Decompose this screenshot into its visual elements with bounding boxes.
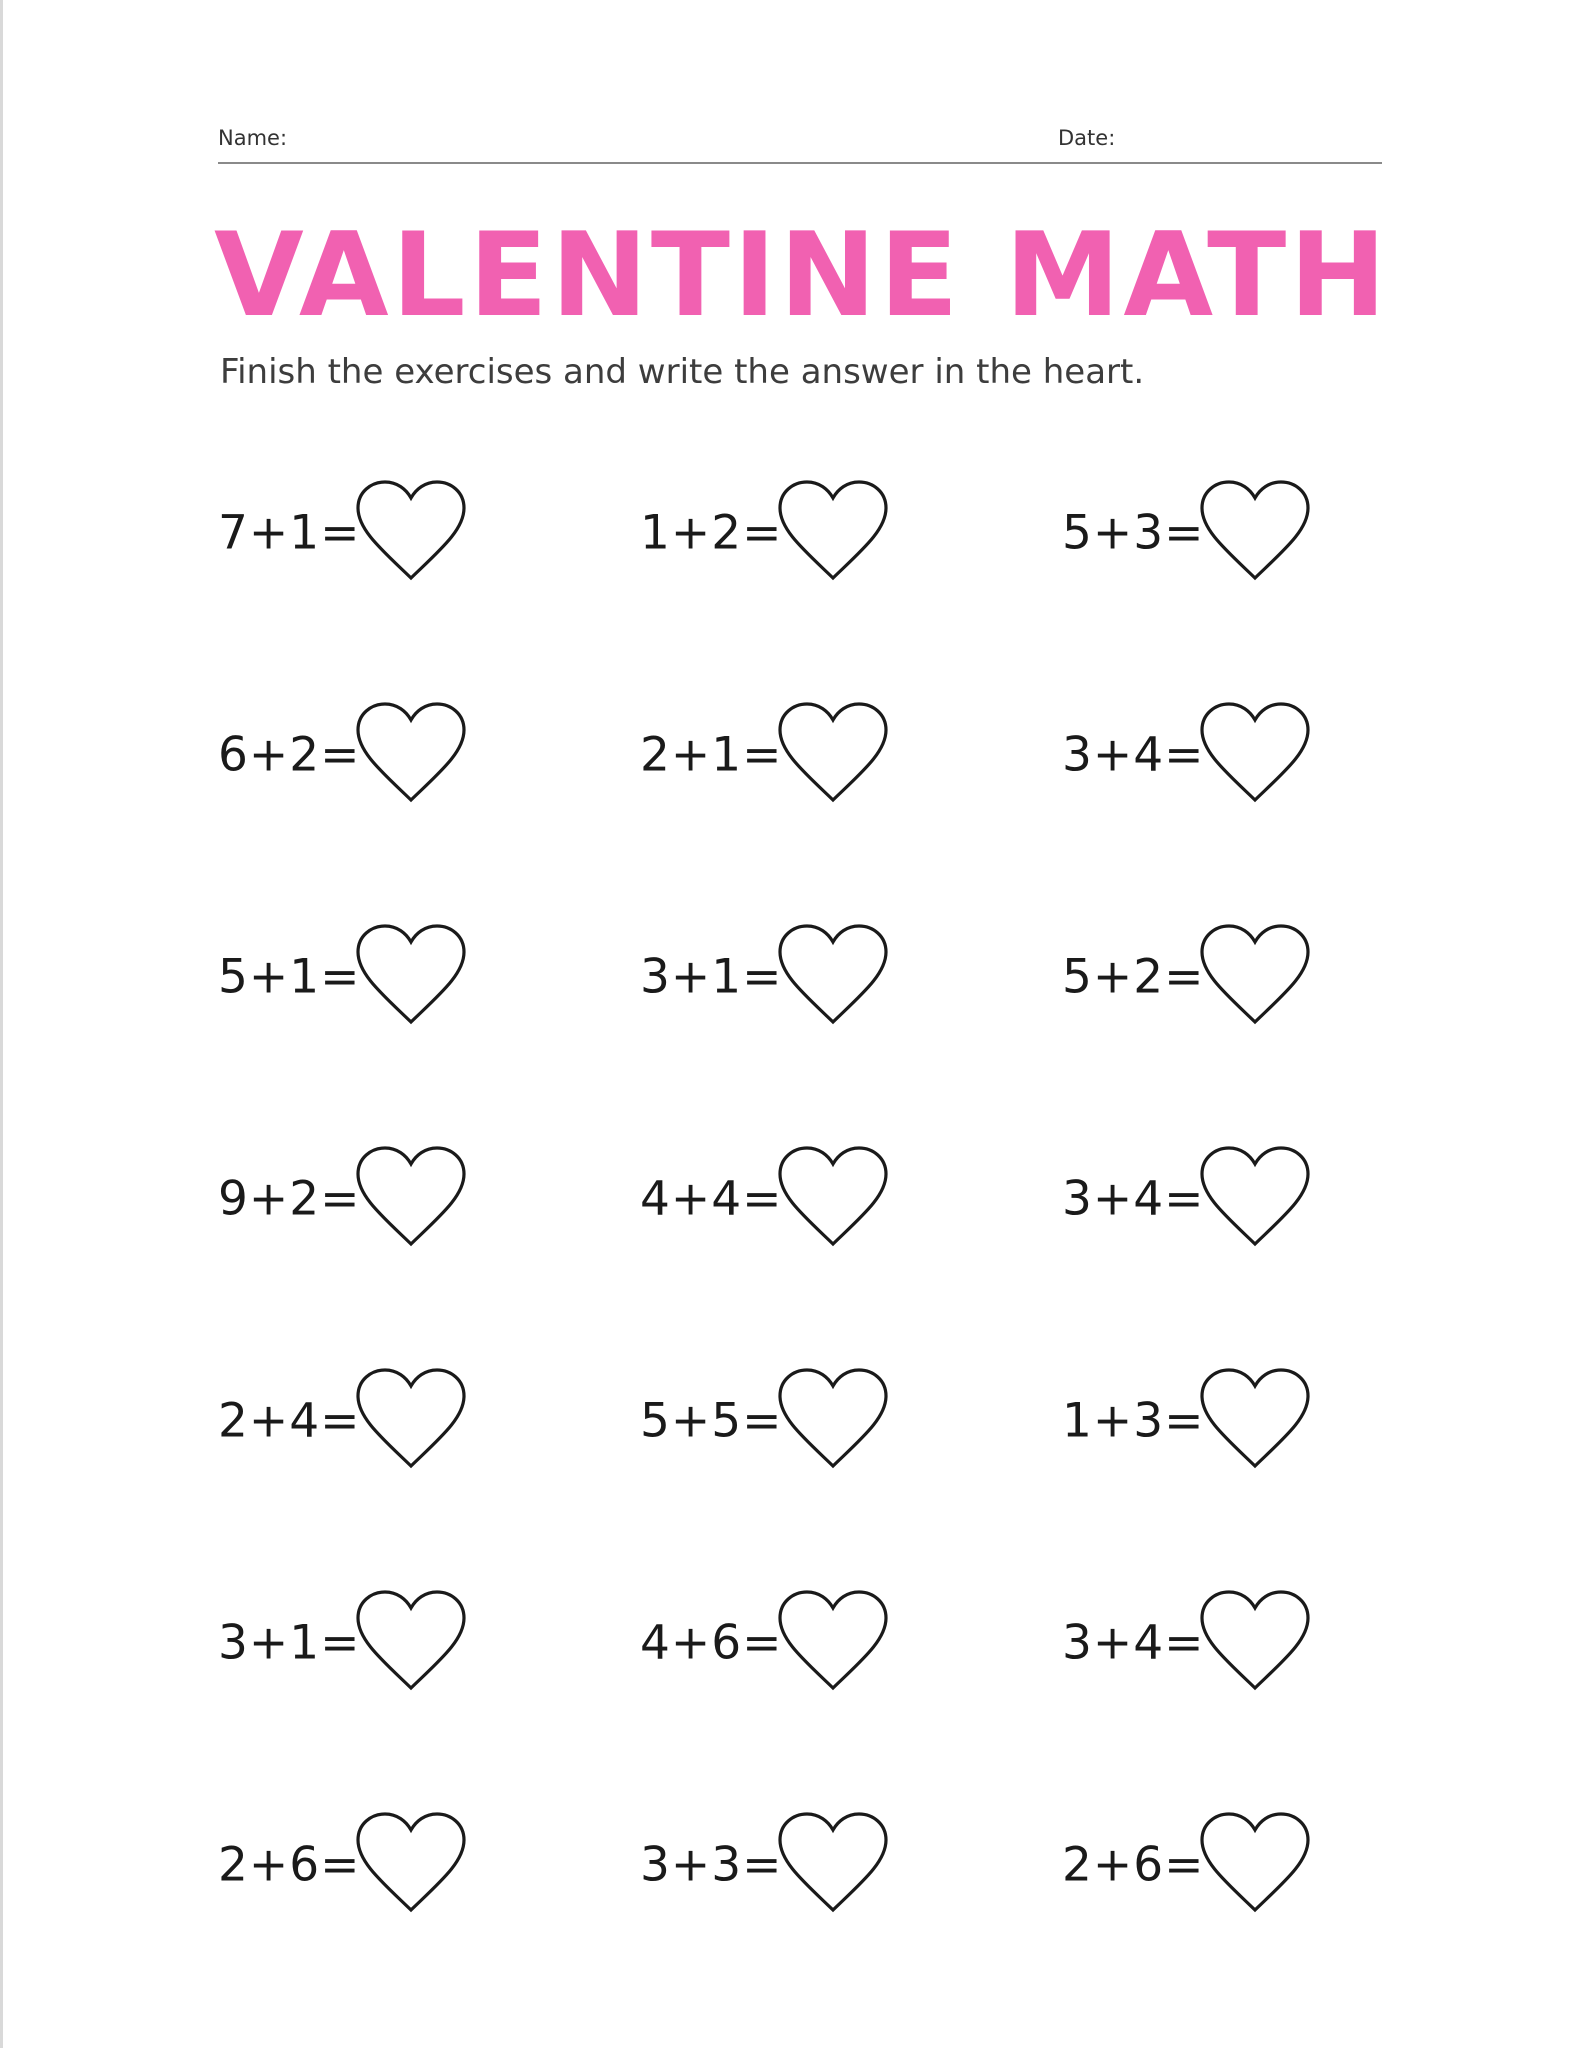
- problem-expression: 3+4=: [1062, 1615, 1205, 1671]
- problem-item: [218, 1588, 538, 1698]
- problem-expression: 3+1=: [640, 949, 783, 1005]
- page-title: VALENTINE MATH: [214, 208, 1390, 343]
- problem-expression: 3+4=: [1062, 1171, 1205, 1227]
- heart-outline-icon[interactable]: [774, 700, 892, 808]
- problem-item: [1062, 1810, 1382, 1920]
- problem-expression: 4+6=: [640, 1615, 783, 1671]
- problem-item: [1062, 478, 1382, 588]
- heart-outline-icon[interactable]: [774, 1144, 892, 1252]
- heart-outline-icon[interactable]: [352, 478, 470, 586]
- heart-outline-icon[interactable]: [352, 700, 470, 808]
- heart-outline-icon[interactable]: [352, 1588, 470, 1696]
- problem-expression: 2+1=: [640, 727, 783, 783]
- problem-item: [640, 922, 960, 1032]
- problem-item: [1062, 1588, 1382, 1698]
- problem-expression: 2+6=: [1062, 1837, 1205, 1893]
- heart-outline-icon[interactable]: [1196, 700, 1314, 808]
- heart-outline-icon[interactable]: [1196, 1588, 1314, 1696]
- problem-expression: 5+1=: [218, 949, 361, 1005]
- heart-outline-icon[interactable]: [774, 1588, 892, 1696]
- problem-item: [640, 1588, 960, 1698]
- problem-item: [218, 922, 538, 1032]
- heart-outline-icon[interactable]: [352, 1144, 470, 1252]
- heart-outline-icon[interactable]: [352, 1810, 470, 1918]
- problem-item: [640, 700, 960, 810]
- problem-item: [1062, 922, 1382, 1032]
- problem-expression: 1+2=: [640, 505, 783, 561]
- problem-item: [218, 1144, 538, 1254]
- problem-expression: 5+5=: [640, 1393, 783, 1449]
- heart-outline-icon[interactable]: [1196, 1144, 1314, 1252]
- problem-expression: 5+2=: [1062, 949, 1205, 1005]
- heart-outline-icon[interactable]: [1196, 922, 1314, 1030]
- problem-item: [640, 478, 960, 588]
- problem-item: [1062, 1144, 1382, 1254]
- problem-expression: 7+1=: [218, 505, 361, 561]
- problem-expression: 9+2=: [218, 1171, 361, 1227]
- problem-item: [218, 700, 538, 810]
- problem-item: [218, 478, 538, 588]
- heart-outline-icon[interactable]: [1196, 478, 1314, 586]
- heart-outline-icon[interactable]: [774, 922, 892, 1030]
- problem-expression: 4+4=: [640, 1171, 783, 1227]
- heart-outline-icon[interactable]: [1196, 1810, 1314, 1918]
- problem-item: [218, 1366, 538, 1476]
- heart-outline-icon[interactable]: [352, 1366, 470, 1474]
- problem-expression: 5+3=: [1062, 505, 1205, 561]
- heart-outline-icon[interactable]: [774, 1810, 892, 1918]
- problem-expression: 3+1=: [218, 1615, 361, 1671]
- date-label: Date:: [1058, 126, 1116, 150]
- problem-expression: 1+3=: [1062, 1393, 1205, 1449]
- problem-item: [218, 1810, 538, 1920]
- problem-expression: 3+3=: [640, 1837, 783, 1893]
- problem-item: [640, 1810, 960, 1920]
- heart-outline-icon[interactable]: [774, 1366, 892, 1474]
- instructions: Finish the exercises and write the answer in the heart.: [220, 352, 1145, 392]
- problem-item: [640, 1144, 960, 1254]
- problem-item: [640, 1366, 960, 1476]
- problem-expression: 6+2=: [218, 727, 361, 783]
- heart-outline-icon[interactable]: [352, 922, 470, 1030]
- heart-outline-icon[interactable]: [774, 478, 892, 586]
- name-label: Name:: [218, 126, 288, 150]
- heart-outline-icon[interactable]: [1196, 1366, 1314, 1474]
- problem-expression: 2+6=: [218, 1837, 361, 1893]
- problem-expression: 2+4=: [218, 1393, 361, 1449]
- problem-item: [1062, 1366, 1382, 1476]
- problem-item: [1062, 700, 1382, 810]
- problem-expression: 3+4=: [1062, 727, 1205, 783]
